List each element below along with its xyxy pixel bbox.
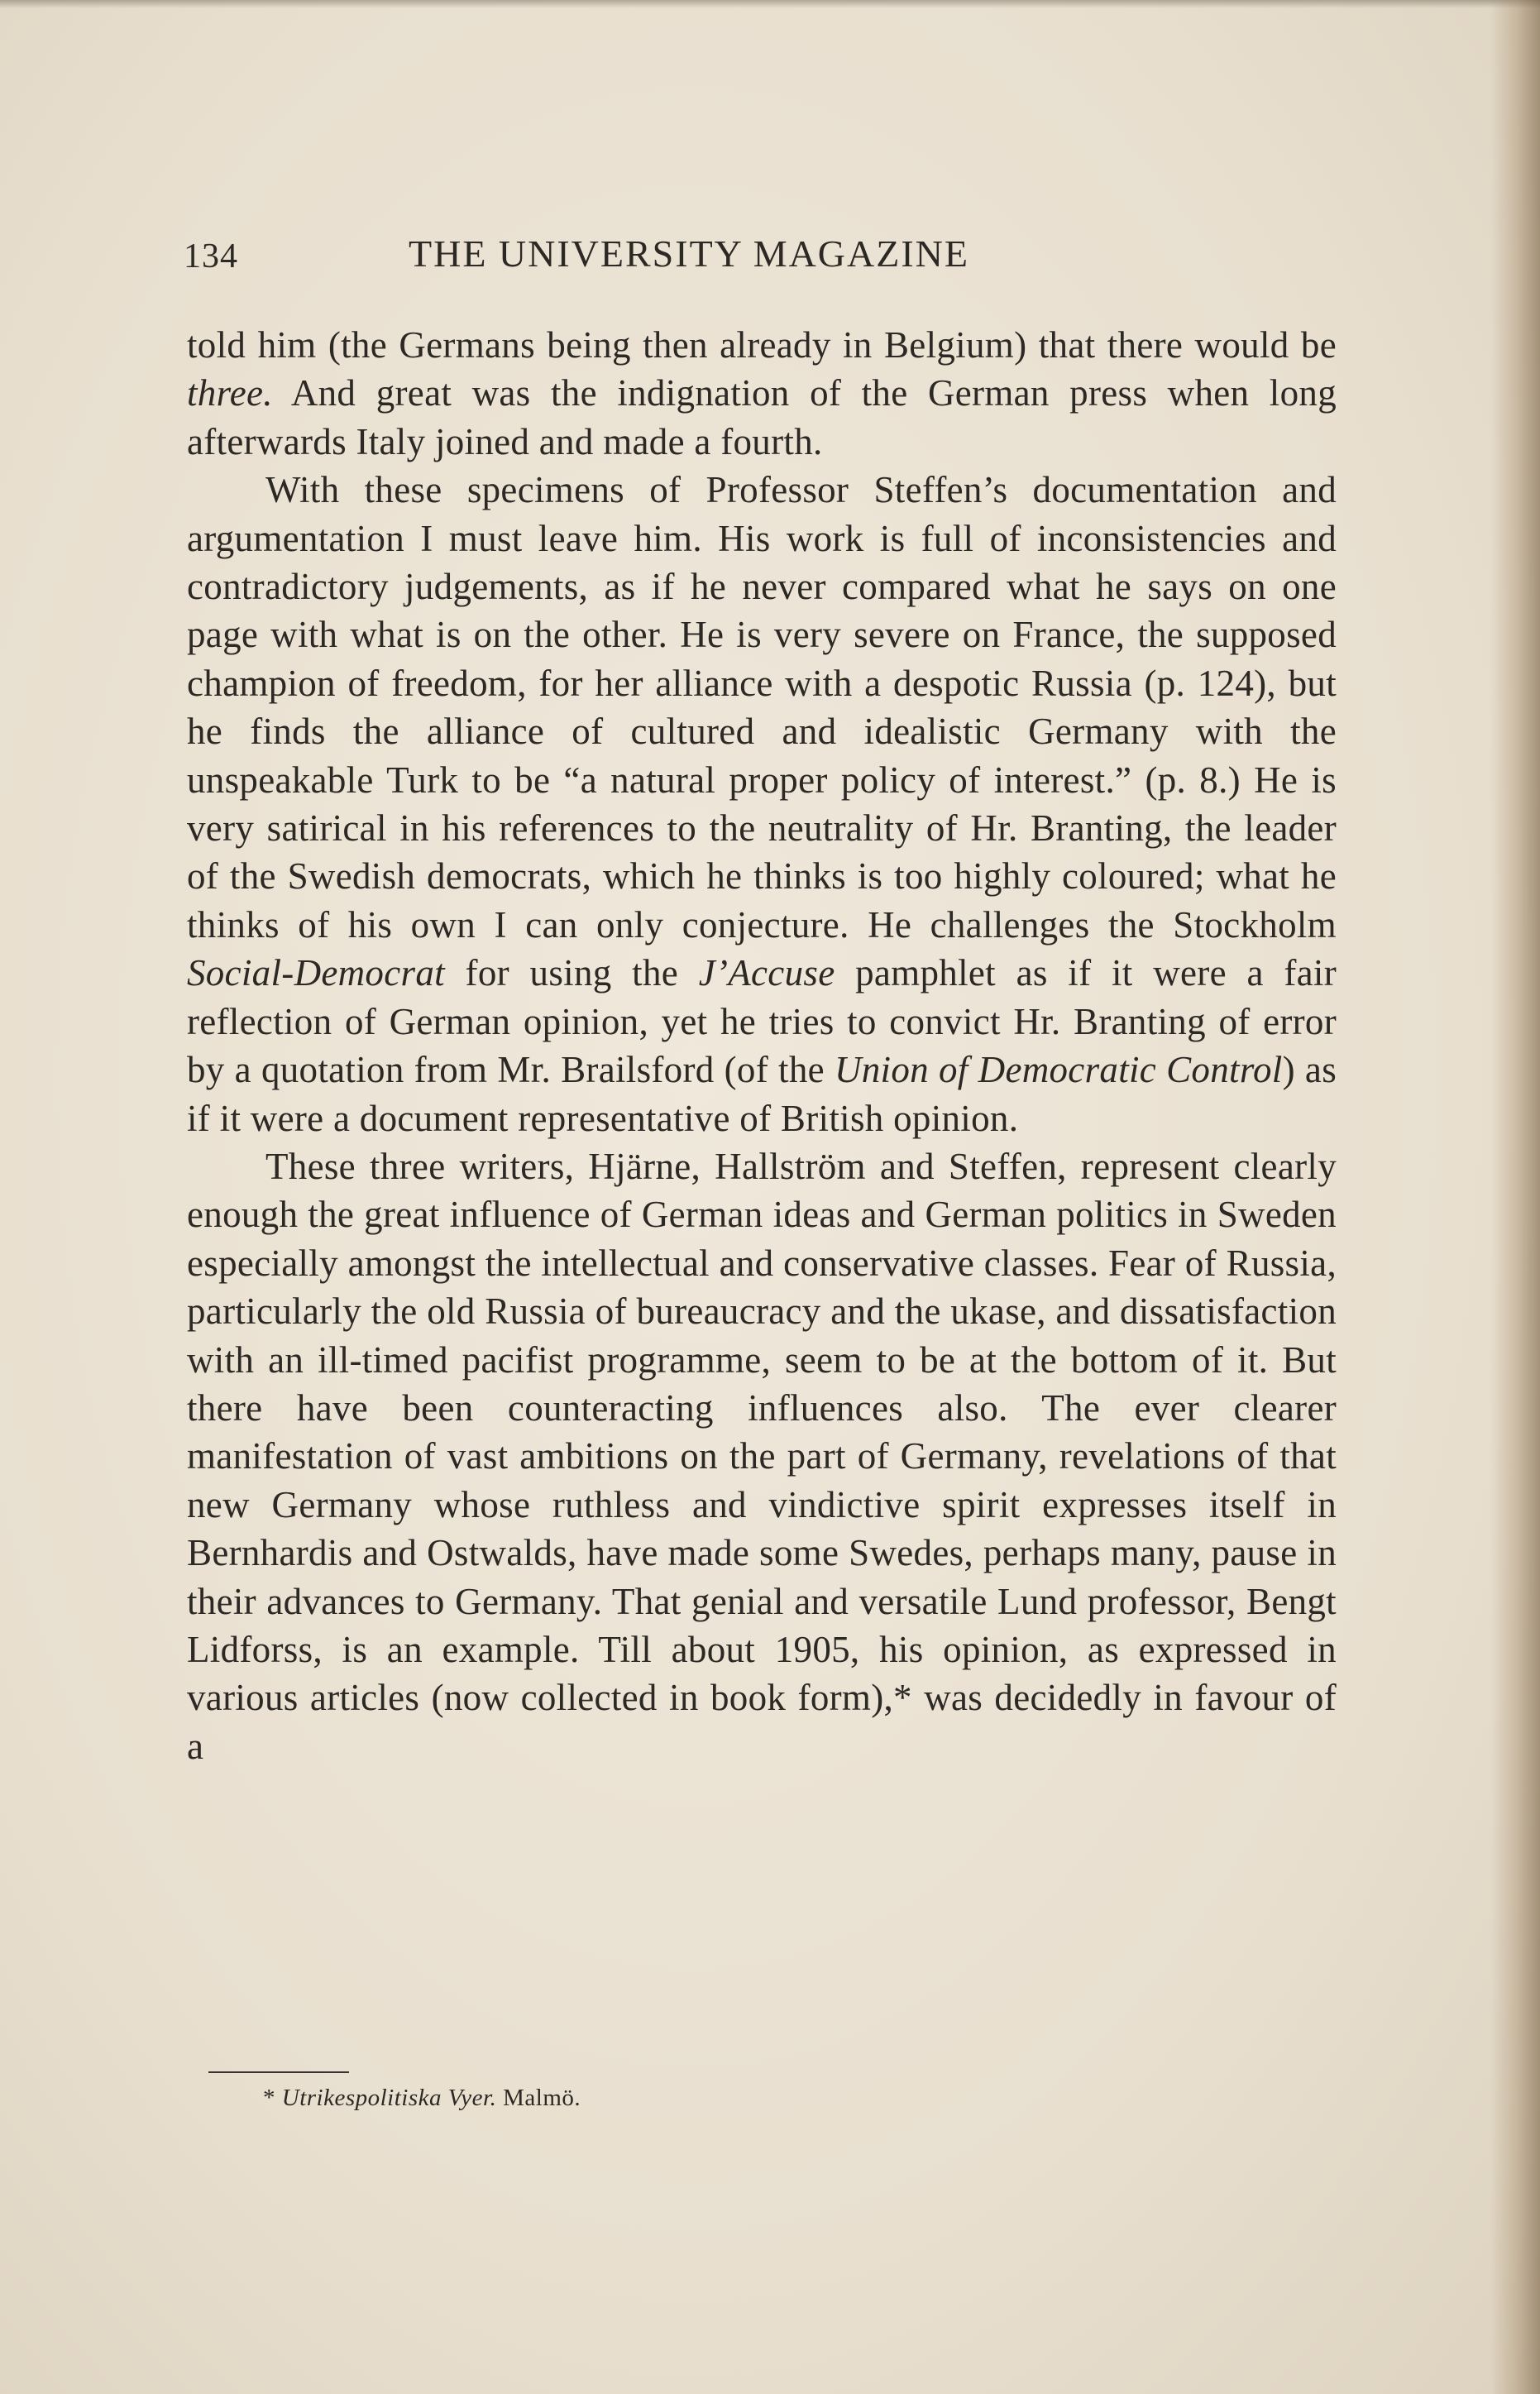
- paragraph: [187, 1142, 1337, 1770]
- page-edge-shadow: [1490, 0, 1540, 2394]
- paragraph: [187, 466, 1337, 1142]
- text-run: for using the: [444, 952, 699, 994]
- italic-text: Union of Democratic Control: [834, 1049, 1283, 1091]
- footnote: [263, 2085, 581, 2112]
- italic-text: Social-Democrat: [187, 952, 445, 994]
- text-run: told him (the Germans being then already in Belgium) that there would be: [187, 324, 1337, 366]
- text-run: pamphlet as if it were a fair reflection of German opinion, yet he tries to convict Hr. Branting of error by a quotation from Mr. Brailsford (of the: [187, 952, 1337, 1091]
- page-top-edge: [0, 0, 1540, 8]
- footnote-place: Malmö.: [503, 2085, 581, 2111]
- italic-text: J’Accuse: [698, 952, 835, 994]
- text-run: With these specimens of Professor Steffen’s documentation and argumentation I must leave him. His work is full of inconsistencies and contradictory judgements, as if he never compared what he says on one page with what is on the other. He is very severe on France, the supposed champion of freedom, for her alliance with a despotic Russia (p. 124), but he finds the alliance of cultured and idealistic Germany with the unspeakable Turk to be “a natural proper policy of interest.” (p. 8.) He is very satirical in his references to the neutrality of Hr. Branting, the leader of the Swedish democrats, which he thinks is too highly coloured; what he thinks of his own I can only conjecture. He challenges the Stockholm: [187, 469, 1337, 946]
- italic-text: three.: [187, 372, 273, 414]
- body-text: [187, 321, 1337, 1770]
- paragraph: [187, 321, 1337, 466]
- footnote-title: Utrikespolitiska Vyer.: [281, 2085, 497, 2111]
- text-run: ) as if it were a document representative of British opinion.: [187, 1049, 1337, 1139]
- page-number: 134: [184, 237, 238, 275]
- text-run: And great was the indignation of the German press when long afterwards Italy joined and made a fourth.: [187, 372, 1337, 462]
- text-run: These three writers, Hjärne, Hallström and Steffen, represent clearly enough the great influence of German ideas and German politics in Sweden especially amongst the intellectual and conservative classes. Fear of Russia, particularly the old Russia of bureaucracy and the ukase, and dissatisfaction with an ill-timed pacifist programme, seem to be at the bottom of it. But there have been counteracting influences also. The ever clearer manifestation of vast ambitions on the part of Germany, revelations of that new Germany whose ruthless and vindictive spirit expresses itself in Bernhardis and Ostwalds, have made some Swedes, perhaps many, pause in their advances to Germany. That genial and versatile Lund professor, Bengt Lidforss, is an example. Till about 1905, his opinion, as expressed in various articles (now collected in book form),* was decidedly in favour of a: [187, 1145, 1337, 1767]
- running-title: THE UNIVERSITY MAGAZINE: [409, 232, 969, 275]
- page-header: [184, 232, 1358, 281]
- footnote-marker: *: [263, 2085, 275, 2111]
- footnote-rule: [208, 2071, 349, 2073]
